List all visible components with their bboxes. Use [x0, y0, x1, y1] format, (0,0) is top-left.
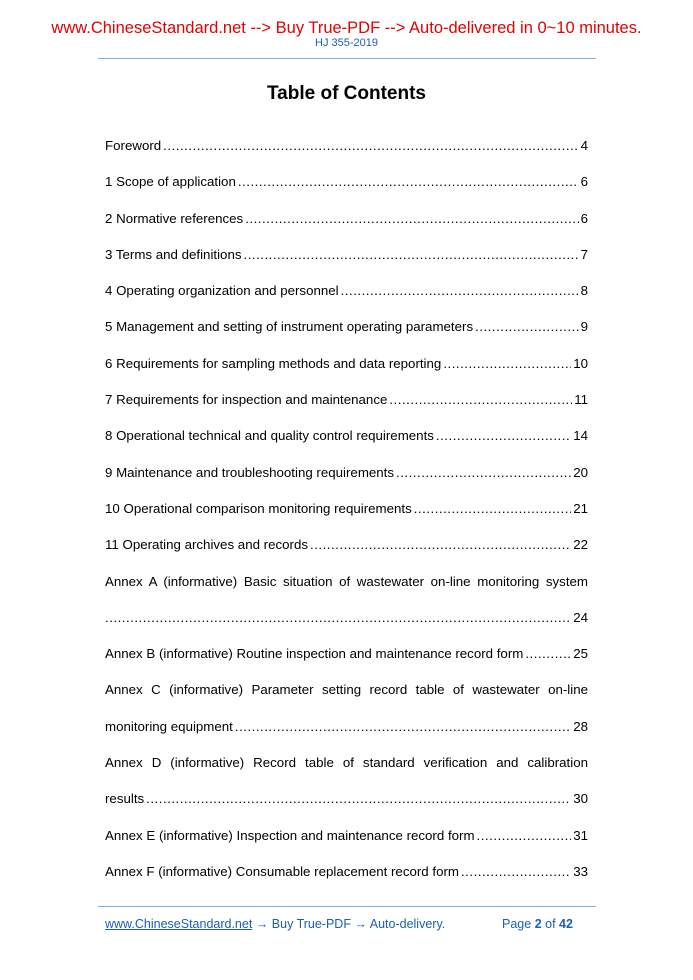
document-code: HJ 355-2019	[315, 37, 378, 49]
page-word: Page	[502, 917, 532, 931]
toc-entry-page: 8	[580, 283, 588, 299]
table-of-contents	[105, 136, 588, 898]
arrow-icon: →	[255, 917, 269, 931]
dot-leader	[396, 463, 571, 483]
toc-entry-page: 6	[580, 210, 588, 226]
dot-leader	[443, 354, 571, 374]
page-total: 42	[559, 917, 573, 931]
toc-entry-terms[interactable]	[105, 245, 588, 281]
toc-entry-comparison-monitoring[interactable]	[105, 499, 588, 535]
toc-entry-page: 28	[573, 718, 588, 734]
toc-entry-annex-f[interactable]	[105, 862, 588, 898]
toc-entry-label: Annex D (informative) Record table of standard verification and calibration	[105, 755, 588, 771]
header-divider	[98, 58, 596, 59]
toc-entry-page: 31	[573, 827, 588, 843]
toc-entry-label: 4 Operating organization and personnel	[105, 283, 339, 299]
page-number	[502, 916, 573, 932]
dot-leader	[525, 644, 571, 664]
dot-leader	[238, 172, 579, 192]
toc-entry-page: 24	[573, 609, 588, 625]
dot-leader	[436, 426, 571, 446]
dot-leader	[475, 317, 579, 337]
toc-entry-annex-e[interactable]	[105, 826, 588, 862]
dot-leader	[414, 499, 571, 519]
dot-leader	[477, 826, 572, 846]
toc-entry-annex-c[interactable]	[105, 680, 588, 753]
toc-entry-label-continued: results	[105, 791, 145, 807]
dot-leader	[461, 862, 571, 882]
toc-entry-label: 10 Operational comparison monitoring requirements	[105, 500, 412, 516]
toc-entry-page: 9	[580, 319, 588, 335]
toc-entry-label: 3 Terms and definitions	[105, 246, 242, 262]
toc-entry-label: Annex A (informative) Basic situation of wastewater on-line monitoring system	[105, 573, 588, 589]
dot-leader	[389, 390, 572, 410]
toc-entry-label-continued: monitoring equipment	[105, 718, 233, 734]
toc-entry-label: 7 Requirements for inspection and maintenance	[105, 392, 388, 408]
dot-leader	[244, 245, 579, 265]
toc-entry-page: 10	[573, 355, 588, 371]
toc-entry-label: Annex F (informative) Consumable replacement record form	[105, 863, 459, 879]
toc-entry-operating-organization[interactable]	[105, 281, 588, 317]
toc-entry-page: 21	[573, 500, 588, 516]
toc-entry-label: Annex E (informative) Inspection and maintenance record form	[105, 827, 475, 843]
toc-entry-page: 25	[573, 646, 588, 662]
dot-leader	[105, 608, 571, 628]
toc-entry-page: 33	[573, 863, 588, 879]
toc-entry-label: Annex C (informative) Parameter setting record table of wastewater on-line	[105, 682, 588, 698]
toc-entry-foreword[interactable]	[105, 136, 588, 172]
toc-entry-inspection-maintenance[interactable]	[105, 390, 588, 426]
toc-entry-page: 30	[573, 791, 588, 807]
dot-leader	[235, 717, 571, 737]
footer-buy-link[interactable]: Buy True-PDF	[271, 917, 351, 931]
toc-entry-label: 8 Operational technical and quality control requirements	[105, 428, 434, 444]
toc-entry-instrument-parameters[interactable]	[105, 317, 588, 353]
toc-entry-page: 20	[573, 464, 588, 480]
toc-entry-sampling-methods[interactable]	[105, 354, 588, 390]
toc-entry-page: 7	[580, 246, 588, 262]
toc-entry-annex-a[interactable]	[105, 572, 588, 645]
toc-entry-annex-b[interactable]	[105, 644, 588, 680]
toc-entry-quality-control[interactable]	[105, 426, 588, 462]
toc-entry-label: Annex B (informative) Routine inspection and maintenance record form	[105, 646, 524, 662]
toc-entry-scope[interactable]	[105, 172, 588, 208]
toc-entry-label: 9 Maintenance and troubleshooting requirements	[105, 464, 395, 480]
dot-leader	[341, 281, 579, 301]
toc-entry-label: Foreword	[105, 138, 162, 153]
toc-entry-label: 11 Operating archives and records	[105, 537, 309, 553]
toc-entry-label: 2 Normative references	[105, 210, 244, 226]
toc-entry-page: 14	[573, 428, 588, 444]
toc-entry-page: 4	[580, 138, 588, 153]
footer-promo	[105, 916, 445, 932]
toc-entry-label: 6 Requirements for sampling methods and data reporting	[105, 355, 442, 371]
toc-entry-troubleshooting[interactable]	[105, 463, 588, 499]
page-of: of	[545, 917, 556, 931]
page-current: 2	[534, 917, 542, 931]
toc-entry-page: 22	[573, 537, 588, 553]
footer-divider	[98, 906, 596, 907]
dot-leader	[245, 209, 578, 229]
footer-site-link[interactable]: www.ChineseStandard.net	[105, 917, 253, 931]
toc-entry-page: 6	[580, 174, 588, 190]
dot-leader	[310, 535, 571, 555]
toc-entry-annex-d[interactable]	[105, 753, 588, 826]
page-title: Table of Contents	[266, 83, 427, 104]
footer-delivery-text: Auto-delivery.	[369, 917, 446, 931]
toc-entry-label: 5 Management and setting of instrument operating parameters	[105, 319, 474, 335]
arrow-icon: →	[354, 917, 367, 931]
toc-entry-normative-references[interactable]	[105, 209, 588, 245]
toc-entry-page: 11	[574, 392, 588, 408]
toc-entry-label: 1 Scope of application	[105, 174, 236, 190]
dot-leader	[146, 789, 571, 809]
dot-leader	[163, 136, 578, 156]
toc-entry-archives-records[interactable]	[105, 535, 588, 571]
promo-banner[interactable]: www.ChineseStandard.net --> Buy True-PDF --> Auto-delivered in 0~10 minutes.	[51, 19, 642, 37]
